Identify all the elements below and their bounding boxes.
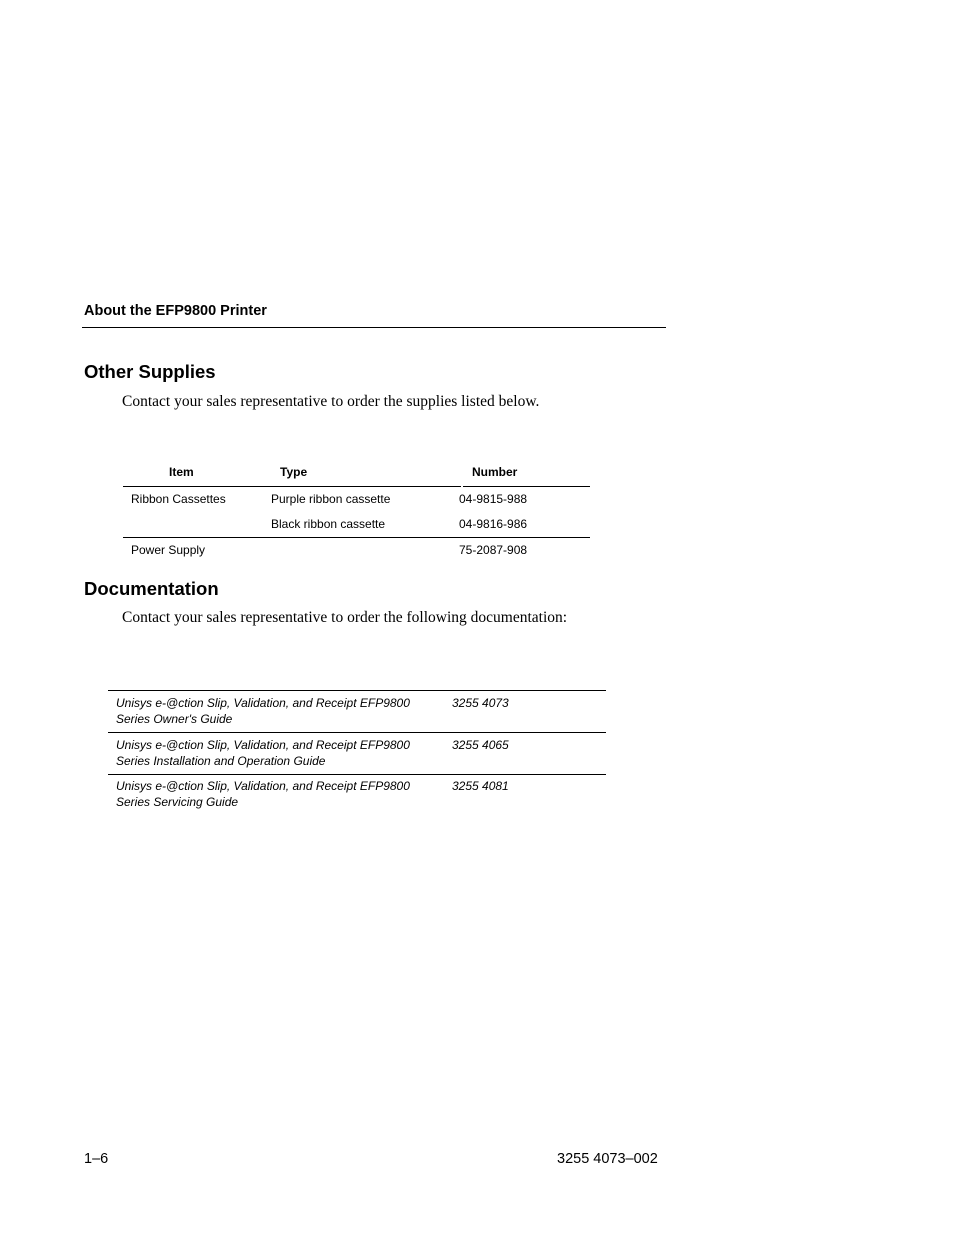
- document-number: 3255 4073–002: [557, 1151, 658, 1167]
- header-rule: [82, 327, 666, 328]
- doc-number: 3255 4073: [452, 696, 509, 710]
- doc-title: [116, 779, 410, 810]
- doc-title-line: Unisys e-@ction Slip, Validation, and Receipt EFP9800: [116, 696, 410, 710]
- doc-title: [116, 696, 410, 727]
- documentation-intro: Contact your sales representative to order the following documentation:: [122, 609, 568, 626]
- documentation-heading: Documentation: [84, 578, 219, 599]
- page-number: 1–6: [84, 1151, 109, 1167]
- cell-type: Purple ribbon cassette: [271, 492, 391, 506]
- doc-number: 3255 4065: [452, 738, 509, 752]
- cell-type: Black ribbon cassette: [271, 517, 386, 531]
- doc-title-line: Series Owner's Guide: [116, 711, 233, 726]
- table-header-rule: [123, 486, 461, 487]
- cell-number: 04-9816-986: [459, 517, 528, 531]
- running-head: About the EFP9800 Printer: [84, 303, 267, 319]
- cell-item: Ribbon Cassettes: [131, 492, 226, 506]
- doc-title: [116, 738, 410, 769]
- column-header-item: Item: [169, 465, 194, 479]
- doc-title-line: Series Servicing Guide: [116, 794, 239, 809]
- table-group-rule: [123, 537, 590, 538]
- cell-item: Power Supply: [131, 543, 206, 557]
- doc-table-rule: [108, 774, 606, 775]
- doc-number: 3255 4081: [452, 779, 509, 793]
- column-header-number: Number: [472, 465, 518, 479]
- other-supplies-intro: Contact your sales representative to order the supplies listed below.: [122, 393, 540, 410]
- doc-title-line: Series Installation and Operation Guide: [116, 753, 326, 768]
- other-supplies-heading: Other Supplies: [84, 361, 216, 382]
- table-header-rule: [463, 486, 590, 487]
- doc-table-rule: [108, 690, 606, 691]
- doc-table-rule: [108, 732, 606, 733]
- cell-number: 75-2087-908: [459, 543, 528, 557]
- doc-title-line: Unisys e-@ction Slip, Validation, and Receipt EFP9800: [116, 738, 410, 752]
- cell-number: 04-9815-988: [459, 492, 528, 506]
- column-header-type: Type: [280, 465, 308, 479]
- doc-title-line: Unisys e-@ction Slip, Validation, and Receipt EFP9800: [116, 779, 410, 793]
